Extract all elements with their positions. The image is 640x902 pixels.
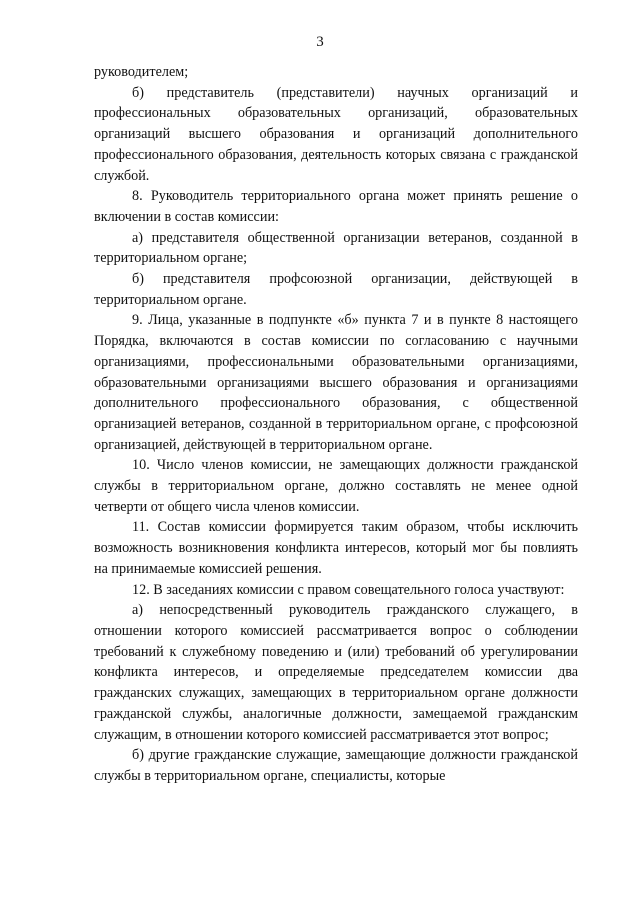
paragraph-12b: б) другие гражданские служащие, замещающие должности гражданской службы в территориальном органе, специалисты, которые [94, 747, 578, 784]
paragraph-8: 8. Руководитель территориального органа может принять решение о включении в состав комиссии: [94, 188, 578, 225]
paragraph-8b: б) представителя профсоюзной организации, действующей в территориальном органе. [94, 271, 578, 308]
paragraph-12: 12. В заседаниях комиссии с правом совещательного голоса участвуют: [132, 581, 565, 598]
paragraph-7b: б) представитель (представители) научных организаций и профессиональных образовательных организаций, образовательных организаций высшего образования и организаций дополнительного профессионального образования, деятельность которых связана с гражданской службой. [94, 84, 578, 184]
page-number: 3 [316, 34, 324, 50]
document-body [94, 62, 578, 787]
paragraph-10: 10. Число членов комиссии, не замещающих должности гражданской службы в территориальном органе, должно составлять не менее одной четверти от общего числа членов комиссии. [94, 457, 578, 515]
paragraph-continuation: руководителем; [94, 64, 189, 80]
paragraph-12a: а) непосредственный руководитель гражданского служащего, в отношении которого комиссией рассматривается вопрос о соблюдении требований к служебному поведению и (или) требований об урегулировании конфликта интересов, и определяемые председателем комиссии два гражданских служащих, замещающих в территориальном органе должности гражданской службы, аналогичные должности, замещаемой гражданским служащим, в отношении которого комиссией рассматривается этот вопрос; [94, 602, 578, 743]
paragraph-9: 9. Лица, указанные в подпункте «б» пункта 7 и в пункте 8 настоящего Порядка, включаются в состав комиссии по согласованию с научными организациями, профессиональными образовательными организациями, образовательными организациями высшего образования и организациями дополнительного профессионального образования, с общественной организацией ветеранов, созданной в территориальном органе, с профсоюзной организацией, действующей в территориальном органе. [94, 312, 578, 453]
paragraph-11: 11. Состав комиссии формируется таким образом, чтобы исключить возможность возникновения конфликта интересов, который мог бы повлиять на принимаемые комиссией решения. [94, 519, 578, 577]
paragraph-8a: а) представителя общественной организации ветеранов, созданной в территориальном органе; [94, 229, 578, 267]
